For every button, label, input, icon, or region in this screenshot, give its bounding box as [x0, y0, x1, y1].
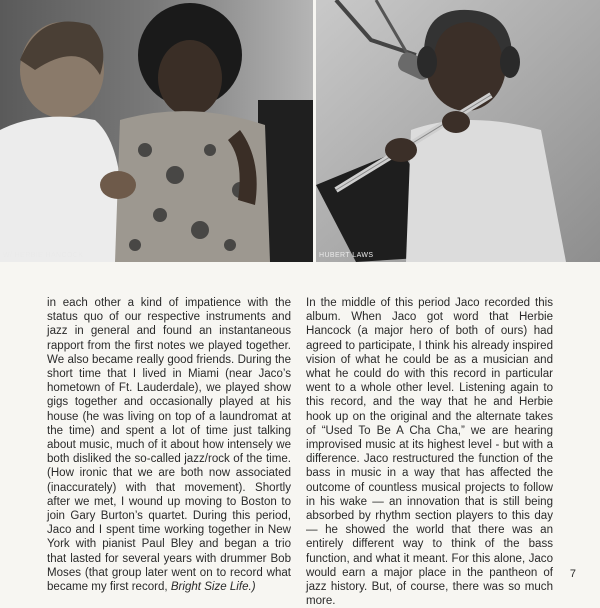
- photo-hubert-laws: [316, 0, 600, 262]
- left-column-body: in each other a kind of impatience with the status quo of our respective instruments and jazz in general and found an instantaneous rapport from the first notes we played together. We also became really good friends. During the short time that I lived in Miami (near Jaco’s hometown of Ft. Lauderdale), we played show gigs together and occasionally played at his house (he was living on top of a laundromat at the time) and spent a lot of time just talking about music, much of it about how intensely we both disliked the so-called jazz/rock of the time. (How ironic that we are both now associated (inaccurately) with that movement). Shortly after we met, I wound up moving to Boston to join Gary Burton’s quartet. During this period, Jaco and I spent time working together in New York with pianist Paul Bley and began a trio that lasted for several years with drummer Bob Moses (that group later went on to record what became my first record,: [47, 297, 291, 594]
- photo-herbie-hancock-image: [0, 0, 313, 262]
- photo-caption-right: HUBERT LAWS: [319, 252, 374, 259]
- album-title: Bright Size Life.): [170, 581, 256, 594]
- page-number: 7: [569, 568, 576, 580]
- photo-caption-left: W/ HERBIE HANCOCK: [3, 252, 84, 259]
- right-column-body: In the middle of this period Jaco recorded this album. When Jaco got word that Herbie Hancock (a major hero of both of ours) had agreed to participate, I think his already inspired vision of what he could be as a musician and what he could do with this record in particular went to a whole other level. Listening again to this record, and the way that he and Herbie hook up on the original and the alternate takes of “Used To Be A Cha Cha,” we are hearing improvised music at its highest level - but with a difference. Jaco restructured the function of the bass in music in a way that has affected the outcome of countless musical projects to follow in his wake — an innovation that is still being absorbed by rhythm section players to this day — he showed the world that there was an entirely different way to think of the bass function, and what it meant. For this alone, Jaco would earn a major place in the pantheon of jazz history. But, of course, there was so much more.: [306, 297, 553, 608]
- text-column-right: [306, 296, 553, 608]
- photo-herbie-hancock: [0, 0, 313, 262]
- text-column-left: [47, 296, 291, 594]
- photo-hubert-laws-image: [316, 0, 600, 262]
